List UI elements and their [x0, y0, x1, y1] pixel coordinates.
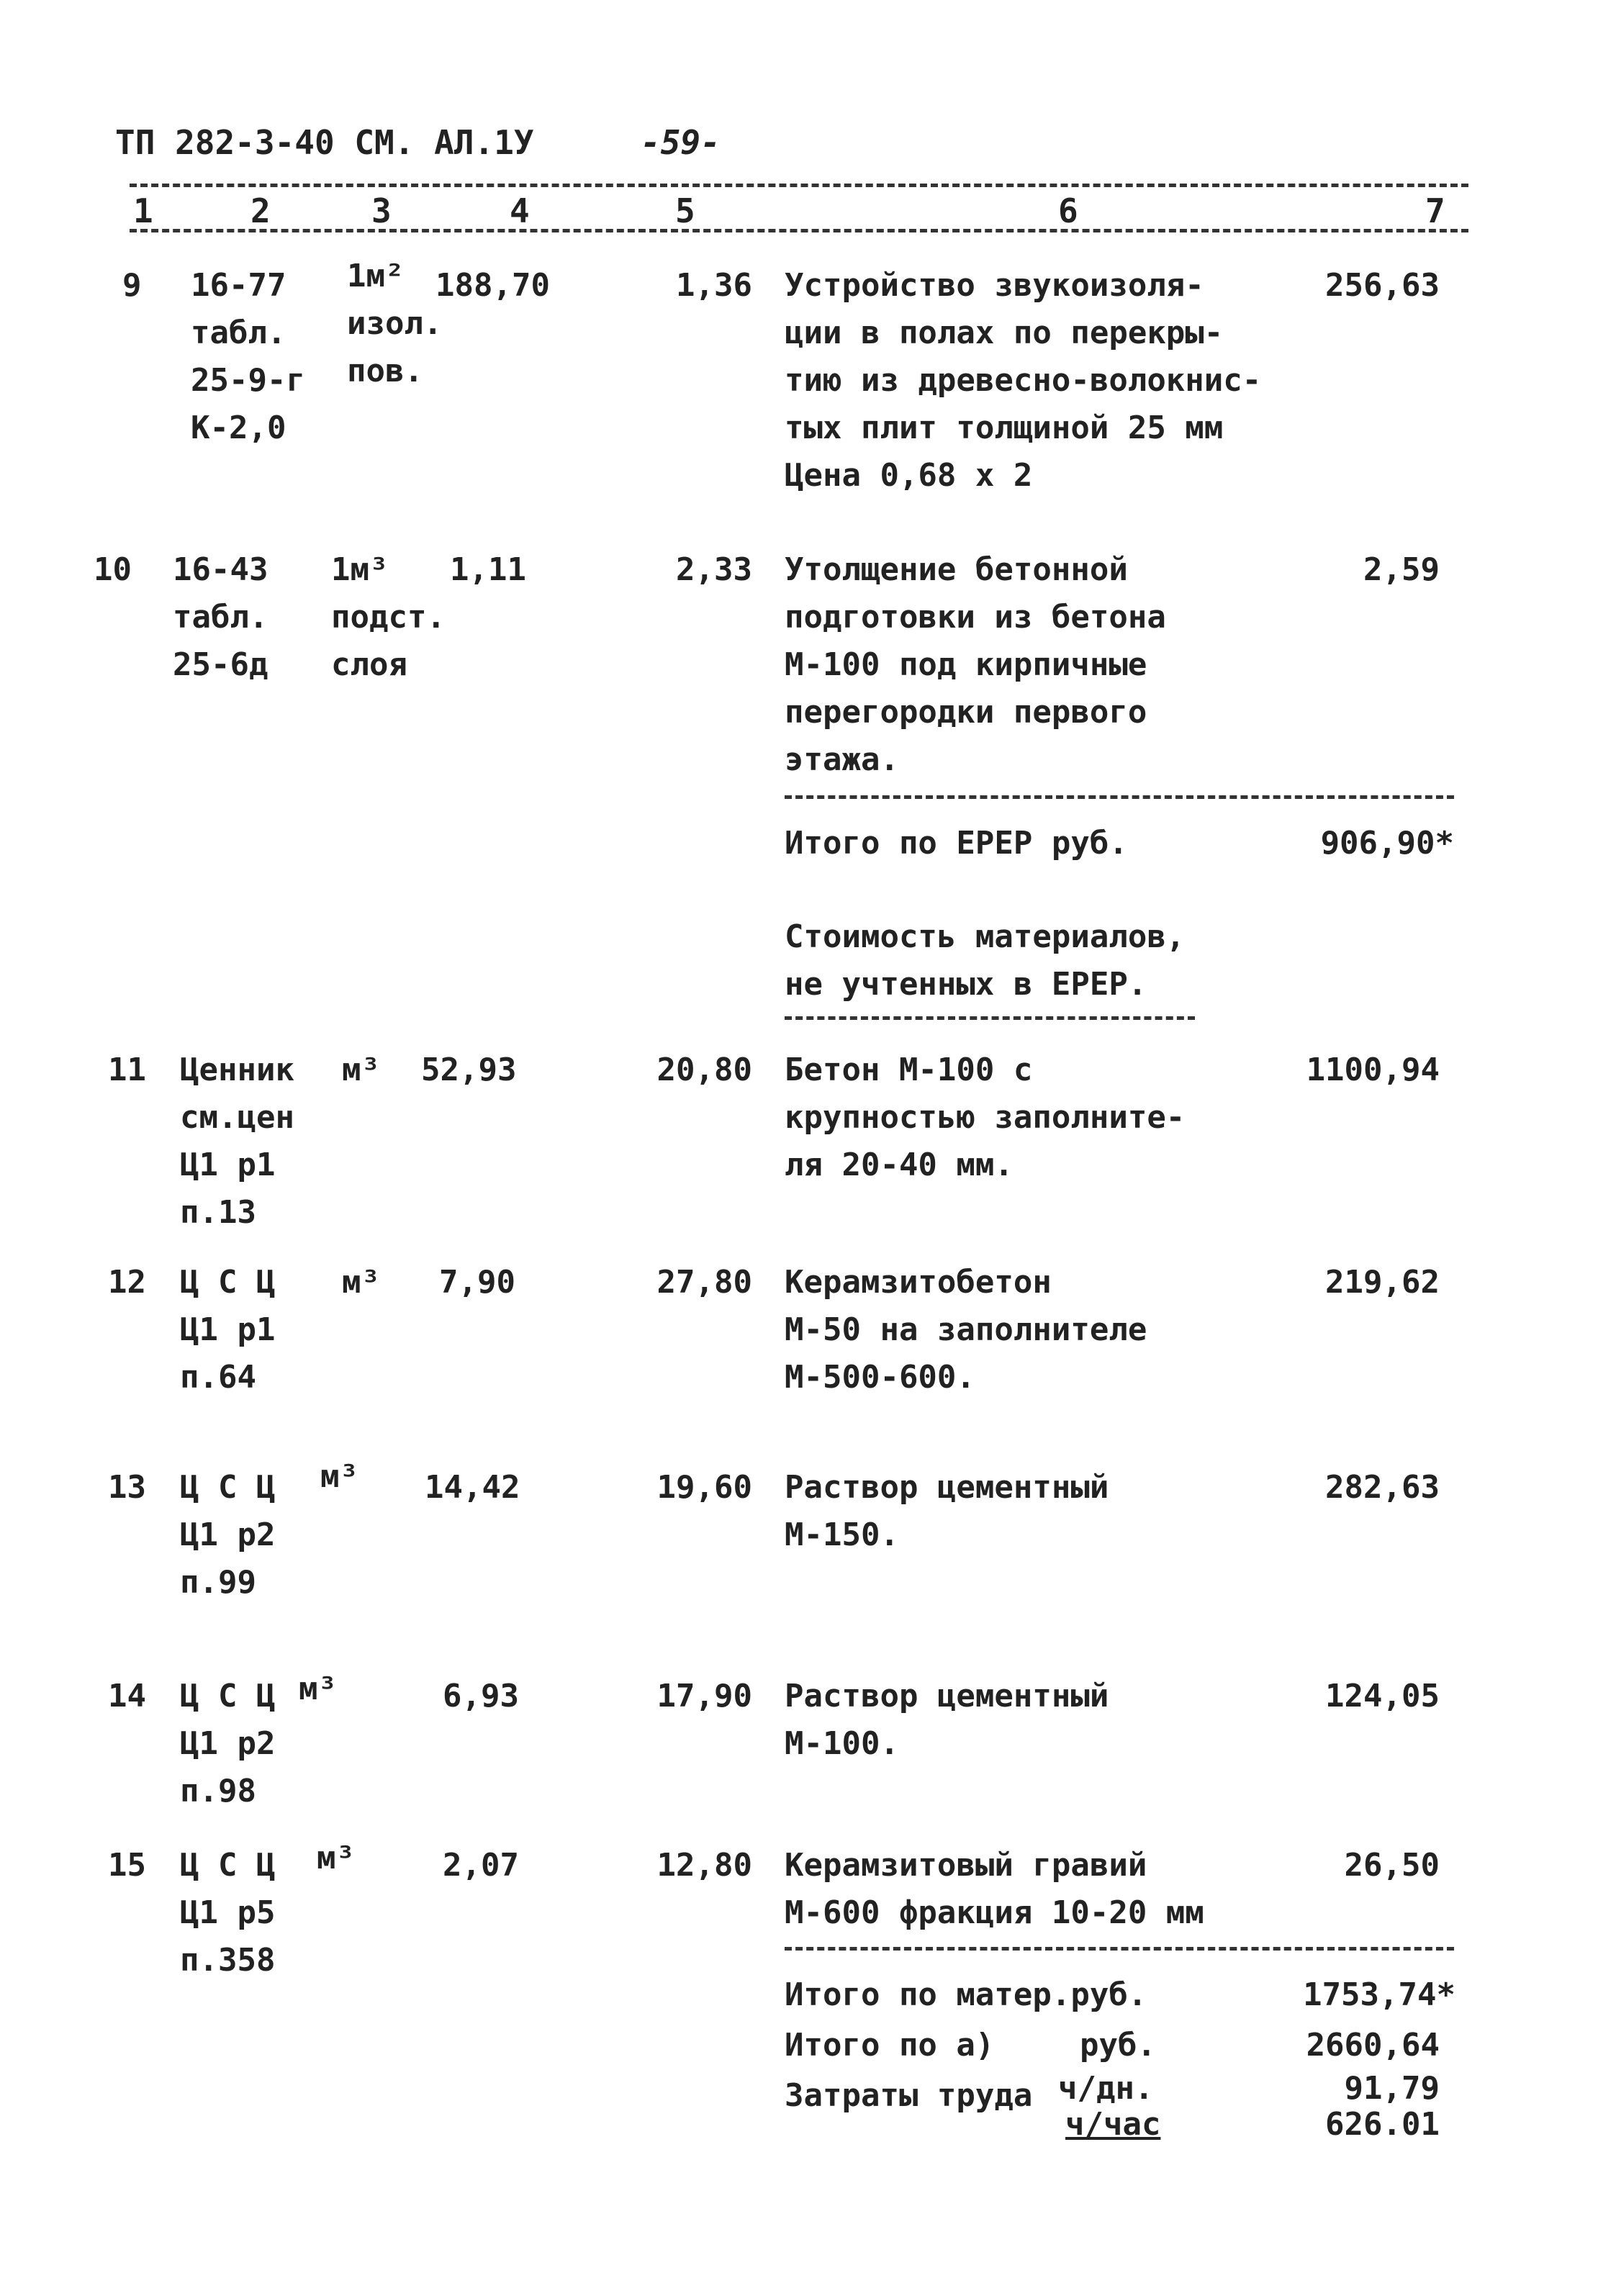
row-total: 124,05 — [1325, 1678, 1440, 1714]
row-number: 15 — [108, 1847, 146, 1884]
materials-heading: Стоимость материалов, не учтенных в ЕРЕР. — [785, 918, 1186, 1003]
unit-price: 17,90 — [656, 1678, 752, 1714]
work-description: Утолщение бетонной подготовки из бетона М-100 под кирпичные перегородки первого этажа. — [785, 551, 1166, 778]
document-code: ТП 282-3-40 СМ. АЛ.1У — [115, 123, 534, 162]
rate-code: 16-43 табл. 25-6д — [173, 551, 268, 683]
quantity: 188,70 — [435, 267, 550, 304]
rate-code: Ц С Ц Ц1 р2 п.98 — [180, 1678, 276, 1809]
row-number: 13 — [108, 1469, 146, 1506]
quantity: 6,93 — [443, 1678, 519, 1714]
col-number-1: 1 — [133, 191, 153, 230]
unit-price: 2,33 — [676, 551, 752, 588]
quantity: 7,90 — [439, 1264, 515, 1301]
unit-of-measure: м³ — [342, 1264, 380, 1301]
row-total: 219,62 — [1325, 1264, 1440, 1301]
row-number: 11 — [108, 1052, 146, 1088]
unit-price: 20,80 — [656, 1052, 752, 1088]
row-total: 256,63 — [1325, 267, 1440, 304]
row-number: 12 — [108, 1264, 146, 1301]
unit-price: 27,80 — [656, 1264, 752, 1301]
quantity: 2,07 — [443, 1847, 519, 1884]
col-number-3: 3 — [371, 191, 392, 230]
quantity: 14,42 — [425, 1469, 520, 1506]
rate-code: Ц С Ц Ц1 р2 п.99 — [180, 1469, 276, 1601]
subtotal-rule — [785, 795, 1454, 799]
work-description: Устройство звукоизоля- ции в полах по перекры- тию из древесно-волокнис- тых плит толщиной 25 мм Цена 0,68 х 2 — [785, 267, 1262, 494]
header-rule-bottom — [130, 229, 1468, 232]
section-a-total-label: Итого по а) — [785, 2027, 995, 2064]
unit-price: 19,60 — [656, 1469, 752, 1506]
material-description: Керамзитобетон М-50 на заполнителе М-500-600. — [785, 1264, 1147, 1396]
unit-price: 12,80 — [656, 1847, 752, 1884]
col-number-2: 2 — [250, 191, 271, 230]
rate-code: 16-77 табл. 25-9-г К-2,0 — [191, 267, 305, 446]
row-total: 26,50 — [1344, 1847, 1440, 1884]
labor-unit-days: ч/дн. — [1058, 2070, 1154, 2107]
col-number-7: 7 — [1425, 191, 1445, 230]
rate-code: Ц С Ц Ц1 р5 п.358 — [180, 1847, 276, 1979]
row-number: 9 — [122, 267, 142, 304]
material-description: Раствор цементный М-150. — [785, 1469, 1109, 1553]
materials-total-value: 1753,74* — [1303, 1976, 1455, 2013]
unit-of-measure: м³ — [317, 1840, 355, 1876]
unit-of-measure: м³ — [320, 1458, 358, 1495]
row-number: 10 — [94, 551, 132, 588]
subtotal-erer-label: Итого по ЕРЕР руб. — [785, 825, 1128, 862]
row-number: 14 — [108, 1678, 146, 1714]
materials-total-label: Итого по матер.руб. — [785, 1976, 1147, 2013]
row-total: 2,59 — [1363, 551, 1440, 588]
labor-unit-hours: ч/час — [1065, 2106, 1161, 2143]
materials-heading-rule — [785, 1016, 1195, 1020]
rate-code: Ценник см.цен Ц1 р1 п.13 — [180, 1052, 294, 1231]
material-description: Раствор цементный М-100. — [785, 1678, 1109, 1762]
page-number: -59- — [641, 123, 721, 162]
material-description: Керамзитовый гравий М-600 фракция 10-20 мм — [785, 1847, 1204, 1931]
section-a-total-value: 2660,64 — [1306, 2027, 1440, 2064]
material-description: Бетон М-100 с крупностью заполните- ля 20-40 мм. — [785, 1052, 1186, 1183]
rate-code: Ц С Ц Ц1 р1 п.64 — [180, 1264, 276, 1396]
labor-hours-value: 626.01 — [1325, 2106, 1440, 2143]
col-number-4: 4 — [510, 191, 530, 230]
subtotal-erer-value: 906,90* — [1320, 825, 1454, 862]
labor-days-value: 91,79 — [1344, 2070, 1440, 2107]
unit-of-measure: м³ — [342, 1052, 380, 1088]
totals-rule — [785, 1947, 1454, 1951]
col-number-6: 6 — [1058, 191, 1078, 230]
unit-price: 1,36 — [676, 267, 752, 304]
quantity: 52,93 — [421, 1052, 517, 1088]
unit-of-measure: м³ — [299, 1671, 337, 1707]
unit-of-measure: 1м³ подст. слоя — [331, 551, 446, 683]
section-a-unit: руб. — [1080, 2027, 1156, 2064]
row-total: 1100,94 — [1306, 1052, 1440, 1088]
col-number-5: 5 — [675, 191, 695, 230]
unit-of-measure: 1м² изол. пов. — [347, 258, 443, 389]
quantity: 1,11 — [450, 551, 526, 588]
row-total: 282,63 — [1325, 1469, 1440, 1506]
header-rule-top — [130, 184, 1468, 187]
labor-label: Затраты труда — [785, 2077, 1033, 2114]
